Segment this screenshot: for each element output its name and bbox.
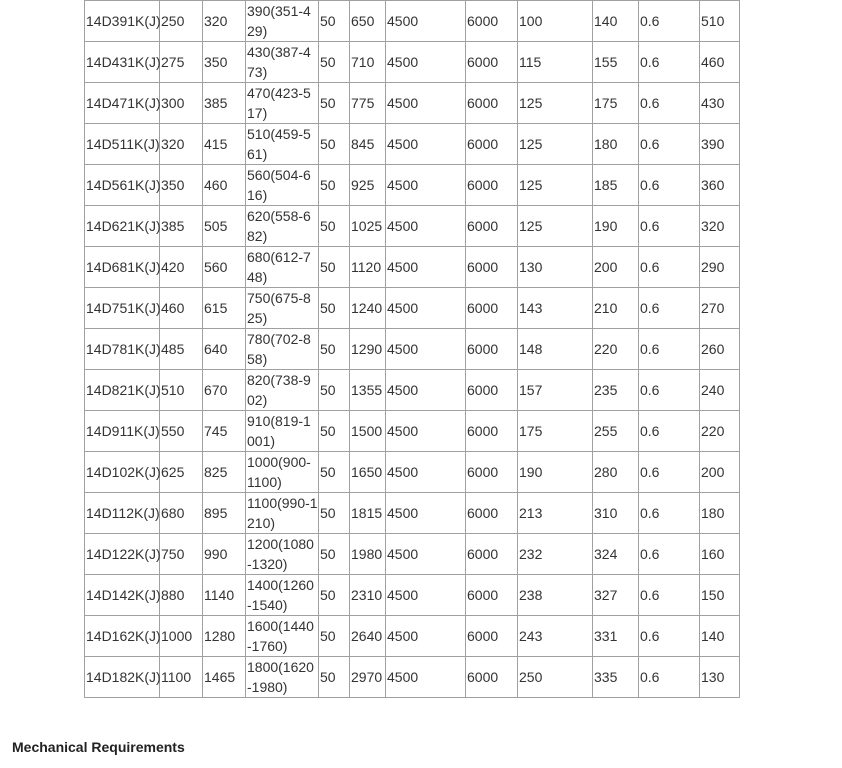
table-cell: 6000: [466, 329, 518, 370]
table-cell: 6000: [466, 370, 518, 411]
table-cell: 6000: [466, 534, 518, 575]
table-cell: 6000: [466, 124, 518, 165]
table-cell: 0.6: [639, 124, 700, 165]
table-cell: 14D821K(J): [85, 370, 160, 411]
table-cell: 4500: [386, 575, 466, 616]
table-cell: 4500: [386, 534, 466, 575]
table-cell: 0.6: [639, 83, 700, 124]
table-cell: 6000: [466, 165, 518, 206]
table-cell: 750(675-825): [246, 288, 319, 329]
table-cell: 510: [700, 1, 740, 42]
table-cell: 0.6: [639, 575, 700, 616]
table-cell: 14D391K(J): [85, 1, 160, 42]
table-cell: 14D511K(J): [85, 124, 160, 165]
table-cell: 327: [593, 575, 639, 616]
table-cell: 14D112K(J): [85, 493, 160, 534]
table-cell: 420: [160, 247, 203, 288]
table-cell: 157: [518, 370, 593, 411]
table-cell: 640: [203, 329, 246, 370]
table-cell: 990: [203, 534, 246, 575]
table-cell: 680: [160, 493, 203, 534]
table-cell: 255: [593, 411, 639, 452]
table-cell: 160: [700, 534, 740, 575]
table-cell: 143: [518, 288, 593, 329]
table-cell: 910(819-1001): [246, 411, 319, 452]
table-cell: 1000: [160, 616, 203, 657]
table-cell: 140: [700, 616, 740, 657]
table-cell: 430(387-473): [246, 42, 319, 83]
table-cell: 560: [203, 247, 246, 288]
table-cell: 4500: [386, 124, 466, 165]
table-cell: 0.6: [639, 247, 700, 288]
table-row: [85, 534, 740, 575]
table-cell: 4500: [386, 616, 466, 657]
table-cell: 0.6: [639, 411, 700, 452]
table-cell: 1815: [350, 493, 386, 534]
table-cell: 2640: [350, 616, 386, 657]
table-cell: 620(558-682): [246, 206, 319, 247]
table-cell: 1290: [350, 329, 386, 370]
table-cell: 385: [203, 83, 246, 124]
table-cell: 4500: [386, 329, 466, 370]
table-cell: 50: [319, 329, 350, 370]
table-cell: 50: [319, 411, 350, 452]
table-cell: 0.6: [639, 616, 700, 657]
table-cell: 14D182K(J): [85, 657, 160, 698]
table-cell: 300: [160, 83, 203, 124]
table-cell: 460: [700, 42, 740, 83]
table-cell: 335: [593, 657, 639, 698]
table-cell: 4500: [386, 288, 466, 329]
table-cell: 0.6: [639, 370, 700, 411]
table-cell: 14D781K(J): [85, 329, 160, 370]
table-cell: 1980: [350, 534, 386, 575]
table-cell: 324: [593, 534, 639, 575]
table-row: [85, 247, 740, 288]
table-cell: 6000: [466, 83, 518, 124]
table-row: [85, 329, 740, 370]
table-row: [85, 165, 740, 206]
table-cell: 505: [203, 206, 246, 247]
table-cell: 510: [160, 370, 203, 411]
table-row: [85, 288, 740, 329]
table-cell: 4500: [386, 83, 466, 124]
table-cell: 4500: [386, 165, 466, 206]
table-row: [85, 83, 740, 124]
table-row: [85, 657, 740, 698]
table-row: [85, 370, 740, 411]
table-cell: 130: [700, 657, 740, 698]
table-row: [85, 616, 740, 657]
table-row: [85, 42, 740, 83]
table-cell: 210: [593, 288, 639, 329]
table-cell: 320: [700, 206, 740, 247]
table-cell: 0.6: [639, 493, 700, 534]
table-cell: 220: [593, 329, 639, 370]
table-cell: 148: [518, 329, 593, 370]
table-cell: 6000: [466, 206, 518, 247]
table-cell: 14D751K(J): [85, 288, 160, 329]
table-cell: 625: [160, 452, 203, 493]
table-row: [85, 452, 740, 493]
table-cell: 190: [593, 206, 639, 247]
table-cell: 50: [319, 42, 350, 83]
table-cell: 0.6: [639, 206, 700, 247]
section-title: Mechanical Requirements: [12, 739, 185, 755]
table-cell: 200: [700, 452, 740, 493]
table-cell: 50: [319, 1, 350, 42]
table-row: [85, 493, 740, 534]
table-cell: 350: [203, 42, 246, 83]
table-cell: 4500: [386, 42, 466, 83]
table-cell: 775: [350, 83, 386, 124]
table-cell: 14D681K(J): [85, 247, 160, 288]
table-cell: 680(612-748): [246, 247, 319, 288]
table-cell: 125: [518, 165, 593, 206]
table-cell: 0.6: [639, 1, 700, 42]
table-cell: 650: [350, 1, 386, 42]
table-cell: 180: [593, 124, 639, 165]
table-cell: 6000: [466, 42, 518, 83]
table-cell: 14D561K(J): [85, 165, 160, 206]
table-cell: 130: [518, 247, 593, 288]
table-cell: 670: [203, 370, 246, 411]
table-cell: 510(459-561): [246, 124, 319, 165]
table-cell: 1140: [203, 575, 246, 616]
table-cell: 6000: [466, 452, 518, 493]
table-cell: 200: [593, 247, 639, 288]
table-cell: 50: [319, 370, 350, 411]
table-cell: 180: [700, 493, 740, 534]
table-cell: 310: [593, 493, 639, 534]
table-cell: 14D621K(J): [85, 206, 160, 247]
table-cell: 1025: [350, 206, 386, 247]
table-cell: 125: [518, 206, 593, 247]
table-cell: 390: [700, 124, 740, 165]
table-body: [85, 1, 740, 698]
table-cell: 1650: [350, 452, 386, 493]
table-cell: 360: [700, 165, 740, 206]
table-cell: 750: [160, 534, 203, 575]
table-cell: 14D431K(J): [85, 42, 160, 83]
table-cell: 4500: [386, 206, 466, 247]
table-row: [85, 575, 740, 616]
table-cell: 150: [700, 575, 740, 616]
table-cell: 6000: [466, 616, 518, 657]
table-cell: 0.6: [639, 329, 700, 370]
table-cell: 1200(1080-1320): [246, 534, 319, 575]
table-cell: 0.6: [639, 657, 700, 698]
table-cell: 115: [518, 42, 593, 83]
table-cell: 14D142K(J): [85, 575, 160, 616]
table-row: [85, 206, 740, 247]
table-cell: 0.6: [639, 534, 700, 575]
table-cell: 1600(1440-1760): [246, 616, 319, 657]
table-cell: 6000: [466, 247, 518, 288]
table-cell: 4500: [386, 1, 466, 42]
table-cell: 14D471K(J): [85, 83, 160, 124]
table-cell: 50: [319, 165, 350, 206]
table-cell: 470(423-517): [246, 83, 319, 124]
table-cell: 1100: [160, 657, 203, 698]
table-cell: 140: [593, 1, 639, 42]
table-cell: 290: [700, 247, 740, 288]
table-cell: 190: [518, 452, 593, 493]
table-cell: 250: [160, 1, 203, 42]
table-cell: 14D102K(J): [85, 452, 160, 493]
table-cell: 1100(990-1210): [246, 493, 319, 534]
table-cell: 0.6: [639, 288, 700, 329]
table-cell: 1400(1260-1540): [246, 575, 319, 616]
table-cell: 275: [160, 42, 203, 83]
table-cell: 460: [160, 288, 203, 329]
table-cell: 895: [203, 493, 246, 534]
table-cell: 125: [518, 124, 593, 165]
table-cell: 155: [593, 42, 639, 83]
table-cell: 2970: [350, 657, 386, 698]
table-cell: 240: [700, 370, 740, 411]
table-cell: 250: [518, 657, 593, 698]
table-cell: 4500: [386, 657, 466, 698]
table-cell: 2310: [350, 575, 386, 616]
table-row: [85, 1, 740, 42]
table-cell: 4500: [386, 370, 466, 411]
table-cell: 320: [160, 124, 203, 165]
table-cell: 235: [593, 370, 639, 411]
table-cell: 430: [700, 83, 740, 124]
table-cell: 460: [203, 165, 246, 206]
table-cell: 825: [203, 452, 246, 493]
table-cell: 1465: [203, 657, 246, 698]
table-cell: 385: [160, 206, 203, 247]
table-cell: 50: [319, 493, 350, 534]
table-cell: 50: [319, 247, 350, 288]
table-cell: 0.6: [639, 165, 700, 206]
table-cell: 50: [319, 288, 350, 329]
table-cell: 50: [319, 657, 350, 698]
table-cell: 320: [203, 1, 246, 42]
table-cell: 175: [593, 83, 639, 124]
table-cell: 232: [518, 534, 593, 575]
table-cell: 1240: [350, 288, 386, 329]
table-cell: 14D162K(J): [85, 616, 160, 657]
table-cell: 14D122K(J): [85, 534, 160, 575]
table-row: [85, 411, 740, 452]
table-cell: 6000: [466, 575, 518, 616]
table-cell: 125: [518, 83, 593, 124]
table-cell: 4500: [386, 411, 466, 452]
table-cell: 745: [203, 411, 246, 452]
table-cell: 560(504-616): [246, 165, 319, 206]
table-cell: 14D911K(J): [85, 411, 160, 452]
table-cell: 1280: [203, 616, 246, 657]
table-cell: 270: [700, 288, 740, 329]
table-cell: 260: [700, 329, 740, 370]
table-cell: 1120: [350, 247, 386, 288]
table-cell: 50: [319, 575, 350, 616]
table-cell: 415: [203, 124, 246, 165]
table-cell: 350: [160, 165, 203, 206]
table-cell: 390(351-429): [246, 1, 319, 42]
table-cell: 6000: [466, 493, 518, 534]
table-cell: 50: [319, 616, 350, 657]
table-cell: 6000: [466, 288, 518, 329]
table-cell: 175: [518, 411, 593, 452]
table-cell: 1500: [350, 411, 386, 452]
table-cell: 220: [700, 411, 740, 452]
table-cell: 710: [350, 42, 386, 83]
table-cell: 100: [518, 1, 593, 42]
table-cell: 185: [593, 165, 639, 206]
table-cell: 280: [593, 452, 639, 493]
table-cell: 50: [319, 452, 350, 493]
table-cell: 485: [160, 329, 203, 370]
table-cell: 50: [319, 206, 350, 247]
table-cell: 50: [319, 534, 350, 575]
table-cell: 845: [350, 124, 386, 165]
table-cell: 6000: [466, 411, 518, 452]
table-cell: 1800(1620-1980): [246, 657, 319, 698]
table-cell: 4500: [386, 493, 466, 534]
table-cell: 615: [203, 288, 246, 329]
table-cell: 4500: [386, 247, 466, 288]
table-cell: 6000: [466, 657, 518, 698]
table-cell: 880: [160, 575, 203, 616]
table-cell: 0.6: [639, 452, 700, 493]
table-cell: 6000: [466, 1, 518, 42]
table-cell: 4500: [386, 452, 466, 493]
table-cell: 1000(900-1100): [246, 452, 319, 493]
table-cell: 1355: [350, 370, 386, 411]
table-cell: 331: [593, 616, 639, 657]
table-cell: 50: [319, 83, 350, 124]
table-cell: 925: [350, 165, 386, 206]
table-row: [85, 124, 740, 165]
table-cell: 50: [319, 124, 350, 165]
table-cell: 213: [518, 493, 593, 534]
table-cell: 243: [518, 616, 593, 657]
table-cell: 820(738-902): [246, 370, 319, 411]
table-cell: 550: [160, 411, 203, 452]
table-cell: 0.6: [639, 42, 700, 83]
table-cell: 780(702-858): [246, 329, 319, 370]
table-cell: 238: [518, 575, 593, 616]
varistor-spec-table: [84, 0, 740, 698]
